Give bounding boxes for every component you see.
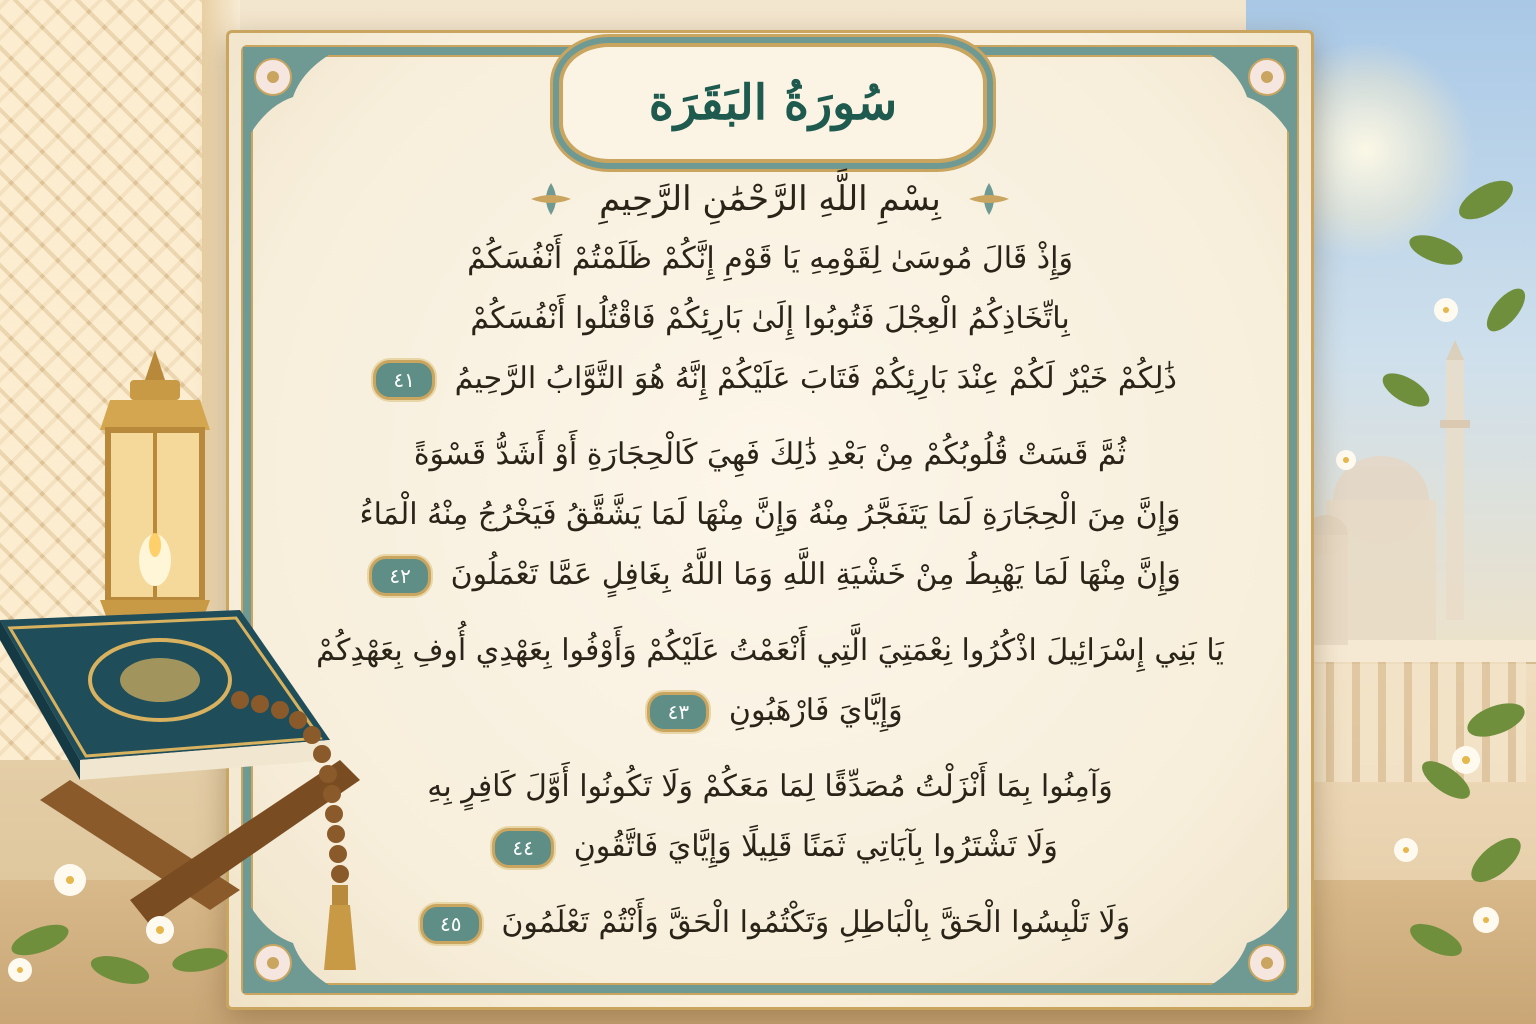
ayah-line-text: وَلَا تَشْتَرُوا بِآيَاتِي ثَمَنًا قَلِيلًا وَإِيَّايَ فَاتَّقُونِ bbox=[573, 829, 1058, 864]
ayah-number-marker: ٤٥ bbox=[420, 904, 482, 944]
ayah-line bbox=[301, 893, 1239, 953]
title-cartouche bbox=[559, 43, 987, 163]
jasmine-flower-icon bbox=[1286, 160, 1536, 1020]
ayah-line bbox=[301, 349, 1239, 409]
ayah-44 bbox=[301, 757, 1239, 877]
ayah-number-marker: ٤٢ bbox=[369, 556, 431, 596]
ayah-line: وَإِنَّ مِنَ الْحِجَارَةِ لَمَا يَتَفَجَّرُ مِنْهُ وَإِنَّ مِنْهَا لَمَا يَشَّقَّقُ فَيَخْرُجُ مِنْهُ الْمَاءُ bbox=[359, 497, 1181, 532]
ayah-line: يَا بَنِي إِسْرَائِيلَ اذْكُرُوا نِعْمَتِيَ الَّتِي أَنْعَمْتُ عَلَيْكُمْ وَأَوْفُوا بِعَهْدِي أُوفِ بِعَهْدِكُمْ bbox=[316, 633, 1224, 668]
ayah-line: وَآمِنُوا بِمَا أَنْزَلْتُ مُصَدِّقًا لِمَا مَعَكُمْ وَلَا تَكُونُوا أَوَّلَ كَافِرٍ بِهِ bbox=[427, 769, 1113, 804]
ayah-line bbox=[301, 817, 1239, 877]
basmala: بِسْمِ اللَّهِ الرَّحْمَٰنِ الرَّحِيمِ bbox=[599, 179, 941, 219]
ayah-42 bbox=[301, 425, 1239, 605]
jasmine-flower-icon bbox=[0, 820, 240, 1000]
ayah-line: بِاتِّخَاذِكُمُ الْعِجْلَ فَتُوبُوا إِلَىٰ بَارِئِكُمْ فَاقْتُلُوا أَنْفُسَكُمْ bbox=[470, 301, 1070, 336]
ayah-line: ثُمَّ قَسَتْ قُلُوبُكُمْ مِنْ بَعْدِ ذَٰلِكَ فَهِيَ كَالْحِجَارَةِ أَوْ أَشَدُّ قَسْوَةً bbox=[413, 437, 1127, 472]
prayer-beads-icon bbox=[220, 680, 400, 980]
ayah-line bbox=[301, 681, 1239, 741]
ayah-43 bbox=[301, 621, 1239, 741]
ayah-line-text: وَإِيَّايَ فَارْهَبُونِ bbox=[728, 693, 903, 728]
ayah-line-text: ذَٰلِكُمْ خَيْرٌ لَكُمْ عِنْدَ بَارِئِكُمْ فَتَابَ عَلَيْكُمْ إِنَّهُ هُوَ التَّوَّابُ الرَّحِيمُ bbox=[454, 361, 1177, 396]
corner-ornament-icon bbox=[233, 37, 353, 157]
ayah-line-text: وَإِنَّ مِنْهَا لَمَا يَهْبِطُ مِنْ خَشْيَةِ اللَّهِ وَمَا اللَّهُ بِغَافِلٍ عَمَّا تَعْمَلُونَ bbox=[450, 557, 1181, 592]
ayah-line-text: وَلَا تَلْبِسُوا الْحَقَّ بِالْبَاطِلِ وَتَكْتُمُوا الْحَقَّ وَأَنْتُمْ تَعْلَمُونَ bbox=[501, 905, 1131, 940]
surah-title: سُورَةُ البَقَرَة bbox=[648, 75, 898, 131]
ayah-number-marker: ٤٤ bbox=[492, 828, 554, 868]
corner-ornament-icon bbox=[1187, 37, 1307, 157]
ayah-45 bbox=[301, 893, 1239, 953]
ayah-number-marker: ٤١ bbox=[373, 360, 435, 400]
fleuron-icon bbox=[965, 179, 1013, 219]
basmala-row bbox=[229, 171, 1311, 227]
ayah-41 bbox=[301, 229, 1239, 409]
ayah-line: وَإِذْ قَالَ مُوسَىٰ لِقَوْمِهِ يَا قَوْمِ إِنَّكُمْ ظَلَمْتُمْ أَنْفُسَكُمْ bbox=[467, 241, 1073, 276]
fleuron-icon bbox=[527, 179, 575, 219]
ayah-number-marker: ٤٣ bbox=[647, 692, 709, 732]
ayat-text bbox=[301, 229, 1239, 969]
ayah-line bbox=[301, 545, 1239, 605]
